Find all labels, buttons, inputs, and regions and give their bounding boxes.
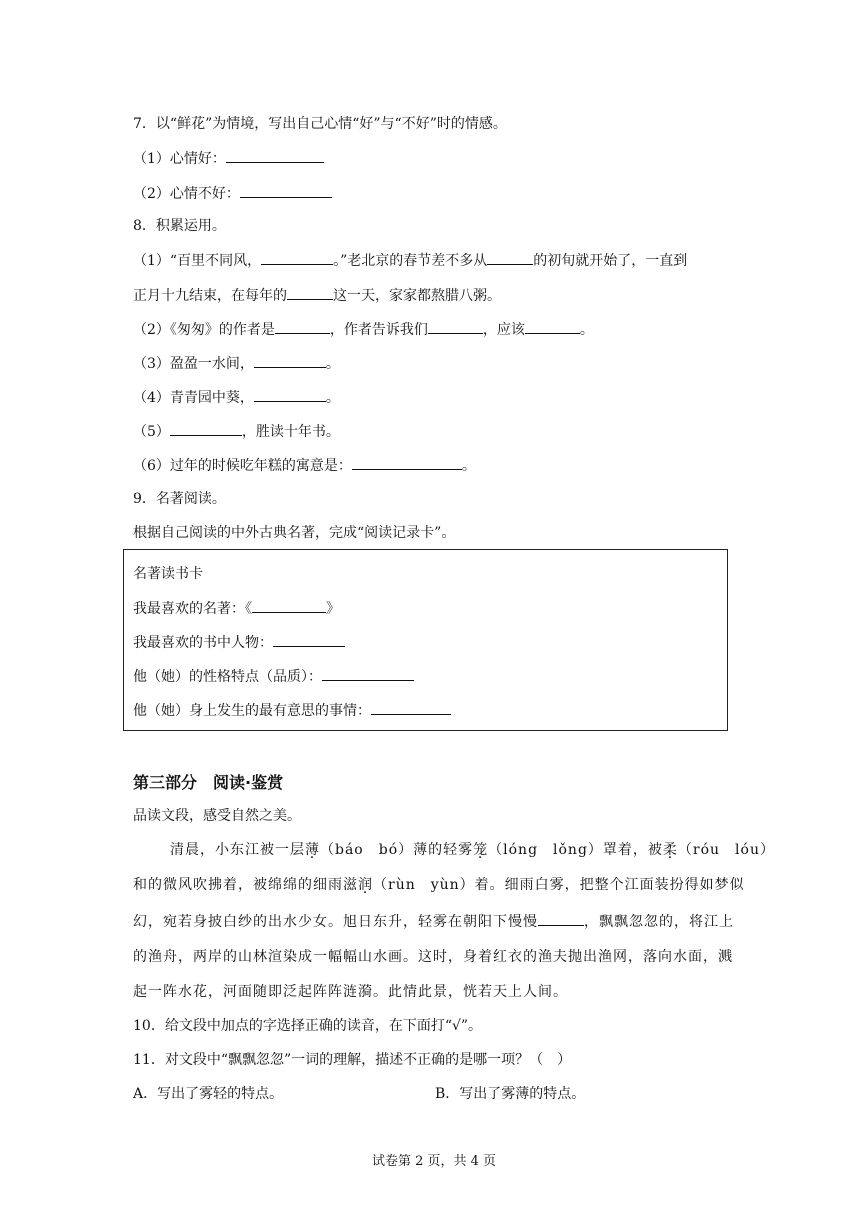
- q8-text: 。: [579, 322, 594, 338]
- q7-answer-1-label: （1）心情好：: [133, 151, 226, 167]
- q8-text: 正月十九结束，在每年的: [133, 288, 287, 304]
- passage-line-2: [133, 875, 745, 895]
- dotted-char: 薄: [305, 842, 320, 858]
- q8-blank[interactable]: [170, 421, 242, 436]
- dotted-char: 润: [358, 877, 373, 893]
- q8-blank[interactable]: [275, 319, 330, 334]
- passage-text: 和的微风吹拂着，被绵绵的细雨滋: [133, 877, 358, 893]
- q7-answer-1-blank[interactable]: [226, 148, 324, 163]
- q8-text: （4）青青园中葵，: [133, 390, 254, 406]
- q8-blank[interactable]: [487, 250, 533, 265]
- q8-item-2: [133, 319, 594, 340]
- part3-intro: 品读文段，感受自然之美。: [133, 808, 301, 824]
- passage-text: ，飘飘忽忽的，将江上: [584, 914, 734, 930]
- reading-card-favorite-character: [133, 632, 345, 653]
- q8-item-1-cont: [133, 285, 501, 306]
- q8-item-3: [133, 353, 340, 374]
- passage-blank[interactable]: [538, 911, 584, 926]
- q8-text: ，胜读十年书。: [241, 424, 340, 440]
- part3-title: 第三部分 阅读·鉴赏: [133, 773, 284, 792]
- passage-line-3: [133, 911, 734, 932]
- q8-blank[interactable]: [254, 353, 326, 368]
- q8-blank[interactable]: [287, 285, 333, 300]
- q8-blank[interactable]: [525, 319, 580, 334]
- card-blank[interactable]: [322, 666, 414, 681]
- q7-answer-1: [133, 148, 324, 169]
- passage-text: （rùn yùn）着。细雨白雾，把整个江面装扮得如梦似: [373, 877, 745, 893]
- q8-text: （1）“百里不同风，: [133, 253, 262, 269]
- q8-item-1: [133, 250, 687, 271]
- q8-text: 的初旬就开始了，一直到: [533, 253, 688, 269]
- q7-answer-2-label: （2）心情不好：: [133, 186, 240, 202]
- q8-text: （5）: [133, 424, 170, 440]
- card-label: 我最喜欢的名著：《: [133, 601, 252, 617]
- card-label: 他（她）身上发生的最有意思的事情：: [133, 703, 371, 719]
- passage-line-1: [170, 840, 775, 860]
- q9-intro: 根据自己阅读的中外古典名著，完成“阅读记录卡”。: [133, 525, 456, 541]
- passage-text: （róu lóu）: [677, 842, 775, 858]
- q8-blank[interactable]: [428, 319, 483, 334]
- card-label: 》: [326, 601, 340, 617]
- q8-blank[interactable]: [352, 455, 462, 470]
- q8-stem: 8．积累运用。: [133, 218, 226, 234]
- reading-card-title: 名著读书卡: [133, 566, 203, 582]
- q8-text: （6）过年的时候吃年糕的寓意是：: [133, 458, 352, 474]
- q7-answer-2-blank[interactable]: [240, 183, 332, 198]
- q7-answer-2: [133, 183, 332, 204]
- passage-line-5: 起一阵水花，河面随即泛起阵阵涟漪。此情此景，恍若天上人间。: [133, 984, 568, 1000]
- q8-item-4: [133, 387, 340, 408]
- q8-text: 这一天，家家都熬腊八粥。: [333, 288, 501, 304]
- q8-text: （3）盈盈一水间，: [133, 356, 254, 372]
- q8-text: 。: [461, 458, 476, 474]
- q8-text: 。: [325, 390, 340, 406]
- q11-option-b[interactable]: B．写出了雾薄的特点。: [435, 1086, 586, 1102]
- q8-blank[interactable]: [254, 387, 326, 402]
- passage-text: 清晨，小东江被一层: [170, 842, 305, 858]
- card-label: 他（她）的性格特点（品质）：: [133, 669, 322, 685]
- card-blank[interactable]: [252, 598, 326, 613]
- card-blank[interactable]: [371, 700, 451, 715]
- q8-text: ，作者告诉我们: [329, 322, 428, 338]
- q11-stem: 11．对文段中“飘飘忽忽”一词的理解，描述不正确的是哪一项？（ ）: [133, 1052, 572, 1068]
- q8-blank[interactable]: [261, 250, 333, 265]
- q7-stem: 7．以“鲜花”为情境，写出自己心情“好”与“不好”时的情感。: [133, 116, 507, 132]
- q8-text: 。”老北京的春节差不多从: [333, 253, 488, 269]
- q8-text: ，应该: [482, 322, 525, 338]
- dotted-char: 柔: [662, 842, 678, 858]
- q11-option-a[interactable]: A．写出了雾轻的特点。: [133, 1086, 284, 1102]
- q8-item-6: [133, 455, 476, 476]
- reading-card-favorite-book: [133, 598, 340, 619]
- q9-stem: 9．名著阅读。: [133, 491, 226, 507]
- reading-card-traits: [133, 666, 414, 687]
- reading-card-story: [133, 700, 451, 721]
- q8-text: （2）《匆匆》的作者是: [133, 322, 275, 338]
- passage-text: （lóng lǒng）罩着，被: [488, 842, 663, 858]
- card-label: 我最喜欢的书中人物：: [133, 635, 273, 651]
- q8-item-5: [133, 421, 340, 442]
- dotted-char: 笼: [473, 842, 489, 858]
- q8-text: 。: [325, 356, 340, 372]
- passage-text: （báo bó）薄的轻雾: [320, 842, 474, 858]
- card-blank[interactable]: [273, 632, 345, 647]
- passage-line-4: 的渔舟，两岸的山林渲染成一幅幅山水画。这时，身着红衣的渔夫抛出渔网，落向水面，溅: [133, 949, 733, 965]
- reading-card: [123, 549, 728, 731]
- page-footer: 试卷第 2 页，共 4 页: [371, 1154, 497, 1169]
- q10-stem: 10．给文段中加点的字选择正确的读音，在下面打“√”。: [133, 1018, 483, 1034]
- passage-text: 幻，宛若身披白纱的出水少女。旭日东升，轻雾在朝阳下慢慢: [133, 914, 538, 930]
